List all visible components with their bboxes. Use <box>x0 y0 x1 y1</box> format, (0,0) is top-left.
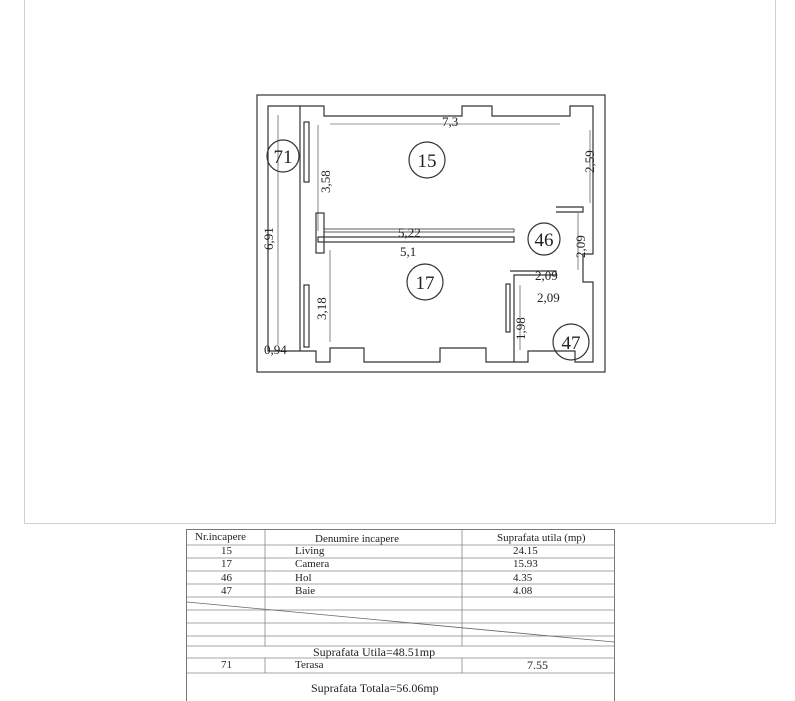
row-nr: 47 <box>221 585 232 597</box>
terrace-nr: 71 <box>221 659 232 671</box>
dim-hol-width-bottom: 2,09 <box>537 290 560 305</box>
table-grid <box>187 530 614 701</box>
dim-left-total: 6,91 <box>261 227 276 250</box>
room-15-label: 15 <box>417 151 437 172</box>
dim-wall-lower: 5,1 <box>400 244 417 259</box>
dim-camera-height: 3,18 <box>314 297 329 320</box>
dim-top-width: 7,3 <box>442 114 459 129</box>
row-area: 24.15 <box>513 545 538 557</box>
dim-wall-upper: 5,22 <box>398 225 421 240</box>
row-name: Camera <box>295 558 330 570</box>
terrace-area: 7.55 <box>527 658 548 672</box>
header-nr: Nr.incapere <box>195 531 246 543</box>
dim-baie-height: 1,98 <box>513 317 528 340</box>
row-name: Baie <box>295 585 316 597</box>
dim-hol-width-top: 2,09 <box>535 268 558 283</box>
dim-right-upper: 2,59 <box>582 150 597 173</box>
row-name: Hol <box>295 572 312 584</box>
grand-total: Suprafata Totala=56.06mp <box>311 681 439 695</box>
area-table <box>186 529 615 701</box>
header-name: Denumire incapere <box>315 533 399 545</box>
row-name: Living <box>295 545 325 557</box>
row-nr: 46 <box>221 572 232 584</box>
row-nr: 15 <box>221 545 232 557</box>
row-area: 4.35 <box>513 572 533 584</box>
row-area: 15.93 <box>513 558 538 570</box>
header-area: Suprafata utila (mp) <box>497 532 586 544</box>
terrace-name: Terasa <box>295 659 324 671</box>
room-47-label: 47 <box>561 333 581 354</box>
dim-living-height: 3,58 <box>318 170 333 193</box>
useful-total: Suprafata Utila=48.51mp <box>313 645 436 659</box>
dim-terasa-width: 0,94 <box>264 342 287 357</box>
room-71-label: 71 <box>273 147 293 168</box>
row-nr: 17 <box>221 558 232 570</box>
row-area: 4.08 <box>513 585 533 597</box>
room-46-label: 46 <box>534 230 554 251</box>
room-17-label: 17 <box>415 273 435 294</box>
dim-hol-height: 2,09 <box>573 235 588 258</box>
